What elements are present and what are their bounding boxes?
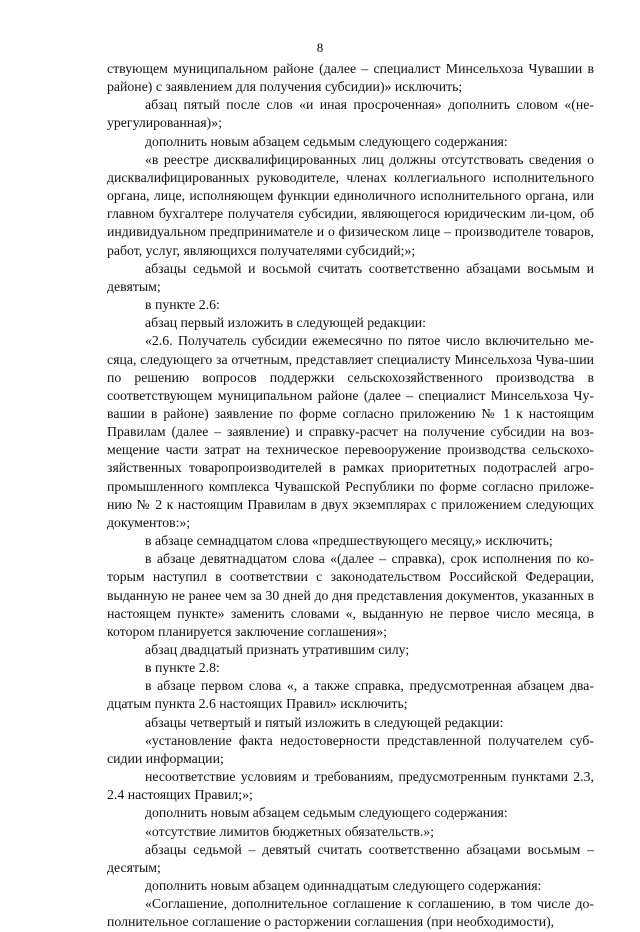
paragraph-10: в абзаце девятнадцатом слова «(далее – справка), срок исполнения по ко-торым наступил в соответствии с законодательством Российской Федерации, выданную не ранее чем за 30 дней до дня представления документов, указанных в настоящем пункте» заменить словами «, выданную не первое число месяца, в котором планируется заключение соглашения»;: [107, 551, 594, 639]
paragraph-16: несоответствие условиям и требованиям, предусмотренным пунктами 2.3, 2.4 настоящих Правил;»;: [107, 769, 594, 803]
paragraph-4: «в реестре дисквалифицированных лиц должны отсутствовать сведения о дисквалифицированных руководителе, членах коллегиального исполнительного органа, лице, исполняющем функции единоличного исполнительного органа, или главном бухгалтере получателя субсидии, являющегося юридическим ли-цом, об индивидуальном предпринимателе и о физическом лице – производителе товаров, работ, услуг, являющихся получателями субсидий;»;: [107, 151, 594, 258]
paragraph-2: абзац пятый после слов «и иная просроченная» дополнить словом «(не-урегулированная)»;: [107, 97, 594, 131]
paragraph-9: в абзаце семнадцатом слова «предшествующего месяцу,» исключить;: [145, 533, 553, 549]
paragraph-6: в пункте 2.6:: [145, 297, 220, 313]
paragraph-3: дополнить новым абзацем седьмым следующего содержания:: [145, 133, 508, 149]
document-body: [107, 60, 594, 932]
paragraph-8: «2.6. Получатель субсидии ежемесячно по пятое число включительно ме-сяца, следующего за отчетным, представляет специалисту Минсельхоза Чува-шии по решению вопросов поддержки сельскохозяйственного производства в соответствующем муниципальном районе (далее – специалист Минсельхоза Чу-вашии в районе) заявление по форме согласно приложению № 1 к настоящим Правилам (далее – заявление) и справку-расчет на получение субсидии на воз-мещение части затрат на техническое перевооружение производства сельскохо-зяйственных товаропроизводителей в рамках приоритетных подотраслей агро-промышленного комплекса Чувашской Республики по форме согласно приложе-нию № 2 к настоящим Правилам в двух экземплярах с приложением следующих документов:»;: [107, 333, 594, 530]
paragraph-7: абзац первый изложить в следующей редакции:: [145, 315, 426, 331]
paragraph-12: в пункте 2.8:: [145, 660, 220, 676]
paragraph-1: ствующем муниципальном районе (далее – специалист Минсельхоза Чувашии в районе) с заявлением для получения субсидии)» исключить;: [107, 61, 594, 95]
paragraph-19: абзацы седьмой – девятый считать соответственно абзацами восьмым – десятым;: [107, 841, 594, 875]
paragraph-17: дополнить новым абзацем седьмым следующего содержания:: [145, 805, 508, 821]
paragraph-5: абзацы седьмой и восьмой считать соответственно абзацами восьмым и девятым;: [107, 260, 594, 294]
paragraph-18: «отсутствие лимитов бюджетных обязательств.»;: [145, 823, 435, 839]
page-number: 8: [316, 40, 324, 55]
paragraph-20: дополнить новым абзацем одиннадцатым следующего содержания:: [145, 878, 542, 894]
paragraph-14: абзацы четвертый и пятый изложить в следующей редакции:: [145, 714, 504, 730]
paragraph-11: абзац двадцатый признать утратившим силу;: [145, 642, 410, 657]
paragraph-21: «Соглашение, дополнительное соглашение к соглашению, в том числе до-полнительное соглашение о расторжении соглашения (при необходимости),: [107, 896, 594, 930]
paragraph-15: «установление факта недостоверности представленной получателем суб-сидии информации;: [107, 732, 594, 766]
paragraph-13: в абзаце первом слова «, а также справка, предусмотренная абзацем два-дцатым пункта 2.6 настоящих Правил» исключить;: [107, 678, 594, 712]
